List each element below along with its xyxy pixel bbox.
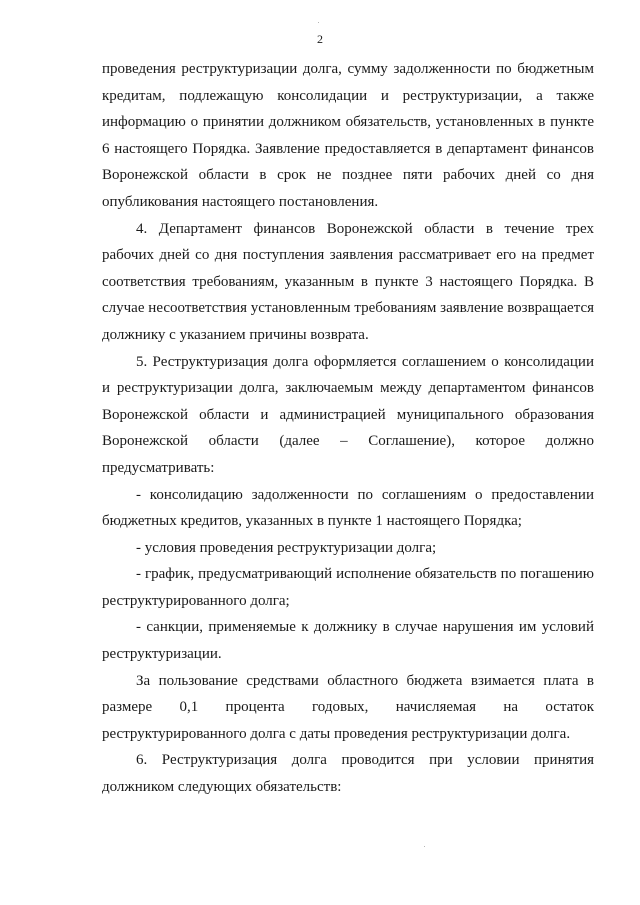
page-number: 2 <box>317 32 323 46</box>
scan-speck <box>318 22 319 23</box>
list-item-schedule: - график, предусматривающий исполнение обязательств по погашению реструктурированного долга; <box>102 566 594 609</box>
document-body <box>102 56 594 801</box>
paragraph-item-6: 6. Реструктуризация долга проводится при условии принятия должником следующих обязательств: <box>102 752 594 796</box>
list-item-sanctions: - санкции, применяемые к должнику в случае нарушения им условий реструктуризации. <box>102 619 594 663</box>
paragraph-item-5: 5. Реструктуризация долга оформляется соглашением о консолидации и реструктуризации долга, заключаемым между департаментом финансов Воронежской области и администрацией муниципального образования Воронежской области (далее – Соглашение), которое должно предусматривать: <box>102 353 594 476</box>
list-item-conditions: - условия проведения реструктуризации долга; <box>136 539 437 556</box>
paragraph-fee: За пользование средствами областного бюджета взимается плата в размере 0,1 процента годовых, начисляемая на остаток реструктурированного долга с даты проведения реструктуризации долга. <box>102 672 594 742</box>
scan-speck <box>424 846 425 847</box>
paragraph-item-4: 4. Департамент финансов Воронежской области в течение трех рабочих дней со дня поступления заявления рассматривает его на предмет соответствия требованиям, указанным в пункте 3 настоящего Порядка. В случае несоответствия установленным требованиям заявление возвращается должнику с указанием причины возврата. <box>102 220 594 343</box>
list-item-consolidation: - консолидацию задолженности по соглашениям о предоставлении бюджетных кредитов, указанных в пункте 1 настоящего Порядка; <box>102 486 594 530</box>
paragraph-application-details: проведения реструктуризации долга, сумму задолженности по бюджетным кредитам, подлежащую консолидации и реструктуризации, а также информацию о принятии должником обязательств, установленных в пункте 6 настоящего Порядка. Заявление предоставляется в департамент финансов Воронежской области в срок не позднее пяти рабочих дней со дня опубликования настоящего постановления. <box>102 61 594 210</box>
